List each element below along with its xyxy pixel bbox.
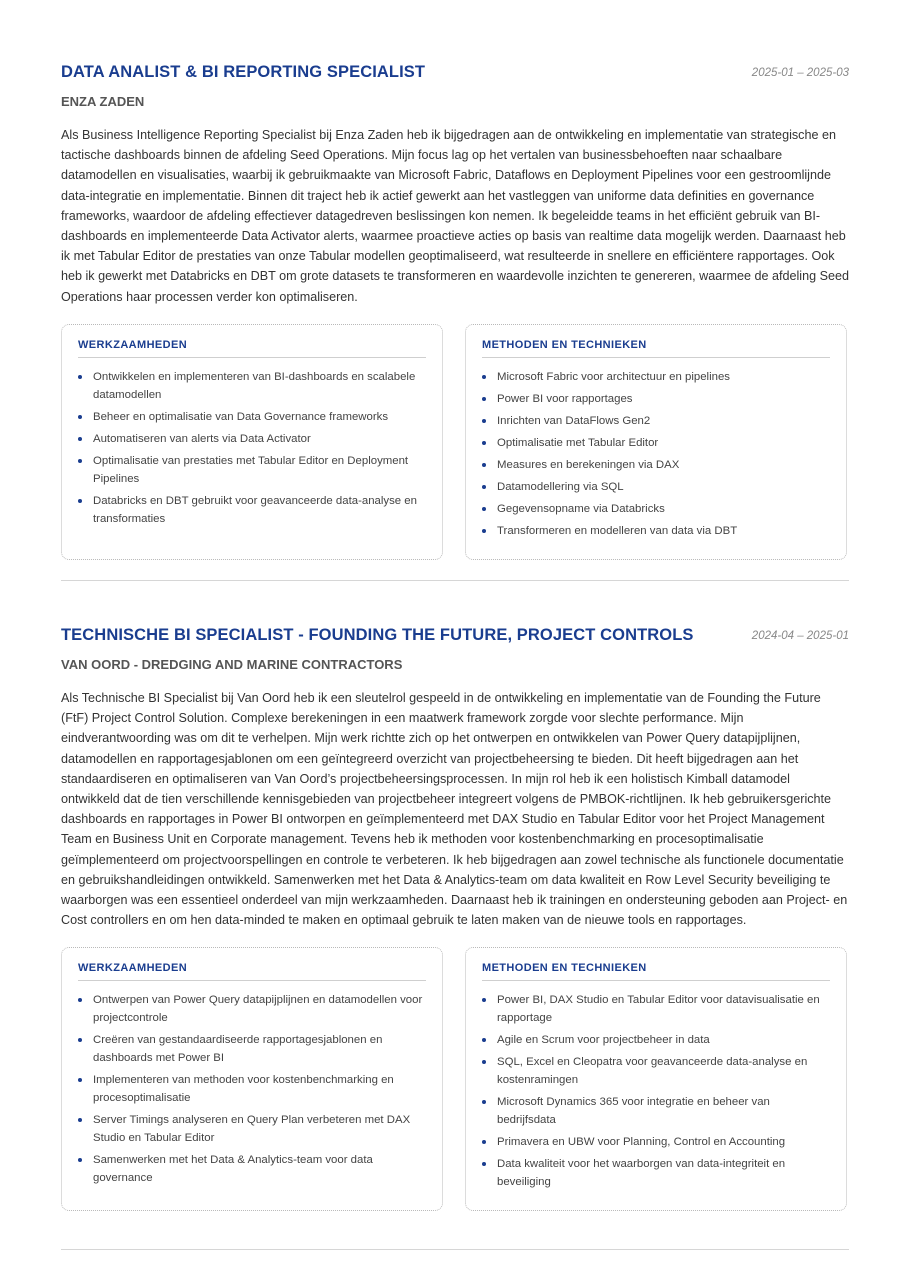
list-item bbox=[78, 1151, 426, 1187]
list-item bbox=[78, 991, 426, 1027]
list-item bbox=[482, 991, 830, 1027]
list-item-text: Microsoft Dynamics 365 voor integratie en beheer van bedrijfsdata bbox=[497, 1096, 770, 1127]
list-item-text: Transformeren en modelleren van data via DBT bbox=[497, 524, 738, 537]
methods-title: METHODEN EN TECHNIEKEN bbox=[482, 339, 830, 358]
methods-box bbox=[465, 324, 847, 560]
job-description: Als Business Intelligence Reporting Specialist bij Enza Zaden heb ik bijgedragen aan de ontwikkeling en implementatie van strategische en tactische dashboards binnen de afdeling Seed Operations. Mijn focus lag op het vertalen van businessbehoeften naar schaalbare datamodellen en visualisaties, waarbij ik gebruikmaakte van Microsoft Fabric, Dataflows en Deployment Pipelines voor een gestroomlijnde data-integratie en implementatie. Binnen dit traject heb ik actief gewerkt aan het vastleggen van uniforme data definities en governance frameworks, waardoor de afdeling effectiever datagedreven beslissingen kon nemen. Ik begeleidde teams in het efficiënt gebruik van BI-dashboards en implementeerde Data Activator alerts, waarmee proactieve acties op basis van realtime data mogelijk werden. Daarnaast heb ik met Tabular Editor de prestaties van onze Tabular modellen geoptimaliseerd, wat resulteerde in snellere en efficiëntere rapportages. Ook heb ik gewerkt met Databricks en DBT om grote datasets te transformeren en waardevolle inzichten te genereren, waarmee de afdeling Seed Operations haar processen verder kon optimaliseren. bbox=[61, 128, 850, 304]
list-item-text: Inrichten van DataFlows Gen2 bbox=[497, 414, 651, 427]
bullet-icon bbox=[482, 1060, 486, 1064]
bullet-icon bbox=[482, 375, 486, 379]
list-item bbox=[78, 492, 426, 528]
bullet-icon bbox=[78, 415, 82, 419]
bullet-icon bbox=[78, 998, 82, 1002]
job-section bbox=[61, 626, 849, 1211]
list-item-text: Implementeren van methoden voor kostenbenchmarking en procesoptimalisatie bbox=[93, 1074, 394, 1105]
list-item-text: Beheer en optimalisatie van Data Governance frameworks bbox=[93, 410, 389, 423]
list-item-text: Microsoft Fabric voor architectuur en pipelines bbox=[497, 370, 730, 383]
methods-box bbox=[465, 947, 847, 1211]
bullet-icon bbox=[482, 441, 486, 445]
bullet-icon bbox=[482, 419, 486, 423]
list-item-text: Ontwikkelen en implementeren van BI-dashboards en scalabele datamodellen bbox=[93, 370, 416, 401]
bullet-icon bbox=[482, 485, 486, 489]
list-item bbox=[482, 456, 830, 474]
bullet-icon bbox=[78, 459, 82, 463]
list-item-text: Gegevensopname via Databricks bbox=[497, 502, 665, 515]
list-item bbox=[482, 1093, 830, 1129]
bullet-icon bbox=[78, 499, 82, 503]
bullet-icon bbox=[482, 529, 486, 533]
list-item-text: Ontwerpen van Power Query datapijplijnen en datamodellen voor projectcontrole bbox=[93, 994, 423, 1025]
bullet-icon bbox=[482, 397, 486, 401]
list-item-text: Databricks en DBT gebruikt voor geavanceerde data-analyse en transformaties bbox=[93, 494, 417, 525]
bullet-icon bbox=[482, 507, 486, 511]
bullet-icon bbox=[482, 1162, 486, 1166]
tasks-list bbox=[78, 991, 426, 1187]
section-divider bbox=[61, 580, 849, 581]
list-item-text: Power BI, DAX Studio en Tabular Editor voor datavisualisatie en rapportage bbox=[497, 994, 820, 1025]
list-item-text: Creëren van gestandaardiseerde rapportagesjablonen en dashboards met Power BI bbox=[93, 1034, 383, 1065]
list-item-text: Measures en berekeningen via DAX bbox=[497, 458, 680, 471]
bullet-icon bbox=[482, 1038, 486, 1042]
section-divider bbox=[61, 1249, 849, 1250]
list-item bbox=[482, 412, 830, 430]
job-title: DATA ANALIST & BI REPORTING SPECIALIST bbox=[61, 63, 426, 81]
list-item-text: Samenwerken met het Data & Analytics-team voor data governance bbox=[93, 1154, 373, 1185]
job-header bbox=[61, 63, 849, 89]
bullet-icon bbox=[78, 375, 82, 379]
list-item bbox=[482, 500, 830, 518]
job-date: 2024-04 – 2025-01 bbox=[751, 630, 849, 642]
list-item bbox=[482, 522, 830, 540]
list-item bbox=[78, 1111, 426, 1147]
list-item-text: Data kwaliteit voor het waarborgen van data-integriteit en beveiliging bbox=[497, 1158, 786, 1189]
list-item-text: Primavera en UBW voor Planning, Control en Accounting bbox=[497, 1136, 786, 1149]
list-item bbox=[482, 390, 830, 408]
list-item bbox=[482, 1155, 830, 1191]
job-date: 2025-01 – 2025-03 bbox=[751, 67, 849, 79]
list-item-text: SQL, Excel en Cleopatra voor geavanceerde data-analyse en kostenramingen bbox=[497, 1056, 808, 1087]
methods-list bbox=[482, 368, 830, 540]
bullet-icon bbox=[78, 1038, 82, 1042]
job-section bbox=[61, 63, 849, 560]
list-item bbox=[482, 1053, 830, 1089]
tasks-title: WERKZAAMHEDEN bbox=[78, 339, 426, 358]
bullet-icon bbox=[78, 1118, 82, 1122]
methods-list bbox=[482, 991, 830, 1191]
tasks-box bbox=[61, 324, 443, 560]
tasks-box bbox=[61, 947, 443, 1211]
list-item-text: Server Timings analyseren en Query Plan verbeteren met DAX Studio en Tabular Editor bbox=[93, 1114, 411, 1145]
list-item-text: Optimalisatie van prestaties met Tabular Editor en Deployment Pipelines bbox=[93, 454, 409, 485]
tasks-title: WERKZAAMHEDEN bbox=[78, 962, 426, 981]
bullet-icon bbox=[482, 1140, 486, 1144]
list-item bbox=[78, 408, 426, 426]
list-item bbox=[482, 368, 830, 386]
tasks-list bbox=[78, 368, 426, 528]
job-header bbox=[61, 626, 849, 652]
job-detail-boxes bbox=[61, 947, 849, 1211]
list-item-text: Optimalisatie met Tabular Editor bbox=[497, 436, 659, 449]
methods-title: METHODEN EN TECHNIEKEN bbox=[482, 962, 830, 981]
list-item bbox=[78, 1031, 426, 1067]
list-item-text: Agile en Scrum voor projectbeheer in data bbox=[497, 1034, 710, 1047]
job-title: TECHNISCHE BI SPECIALIST - FOUNDING THE FUTURE, PROJECT CONTROLS bbox=[61, 626, 694, 644]
bullet-icon bbox=[482, 1100, 486, 1104]
company-name: ENZA ZADEN bbox=[61, 94, 145, 109]
job-description: Als Technische BI Specialist bij Van Oord heb ik een sleutelrol gespeeld in de ontwikkeling en implementatie van de Founding the Future (FtF) Project Control Solution. Complexe berekeningen in een maatwerk framework zorgde voor slechte performance. Mijn eindverantwoording was om dit te verhelpen. Mijn werk richtte zich op het ontwerpen en ontwikkelen van Power Query datapijplijnen, datamodellen en rapportagesjablonen om een geïntegreerd overzicht van projectbeheersing te bieden. Dit heeft bijgedragen aan het standaardiseren en optimaliseren van Van Oord’s projectbeheersingsprocessen. In mijn rol heb ik een holistisch Kimball datamodel ontwikkeld dat de tien verschillende kennisgebieden van projectbeheer integreert volgens de PMBOK-richtlijnen. Ik heb gebruikersgerichte dashboards en rapportages in Power BI ontworpen en geïmplementeerd met DAX Studio en Tabular Editor voor het Project Management Team en Business Unit en Corporate management. Tevens heb ik methoden voor kostenbenchmarking en procesoptimalisatie geïmplementeerd om projectvoorspellingen en controle te verbeteren. Ik heb bijgedragen aan zowel technische als functionele documentatie en gebruikshandleidingen ontwikkeld. Samenwerken met het Data & Analytics-team om data kwaliteit en Row Level Security beveiliging te waarborgen was een essentieel onderdeel van mijn werkzaamheden. Daarnaast heb ik trainingen en ondersteuning geboden aan Project- en Cost controllers en om hen data-minded te maken en optimaal gebruik te laten maken van de nieuwe tools en rapportages. bbox=[61, 691, 848, 928]
bullet-icon bbox=[482, 998, 486, 1002]
list-item bbox=[482, 1031, 830, 1049]
job-detail-boxes bbox=[61, 324, 849, 560]
list-item bbox=[482, 1133, 830, 1151]
bullet-icon bbox=[78, 1078, 82, 1082]
bullet-icon bbox=[78, 437, 82, 441]
company-name: VAN OORD - DREDGING AND MARINE CONTRACTORS bbox=[61, 657, 403, 672]
bullet-icon bbox=[482, 463, 486, 467]
list-item-text: Datamodellering via SQL bbox=[497, 480, 624, 493]
list-item bbox=[482, 478, 830, 496]
list-item bbox=[482, 434, 830, 452]
list-item bbox=[78, 430, 426, 448]
list-item bbox=[78, 368, 426, 404]
list-item-text: Power BI voor rapportages bbox=[497, 392, 633, 405]
list-item bbox=[78, 452, 426, 488]
bullet-icon bbox=[78, 1158, 82, 1162]
list-item-text: Automatiseren van alerts via Data Activator bbox=[93, 432, 311, 445]
list-item bbox=[78, 1071, 426, 1107]
